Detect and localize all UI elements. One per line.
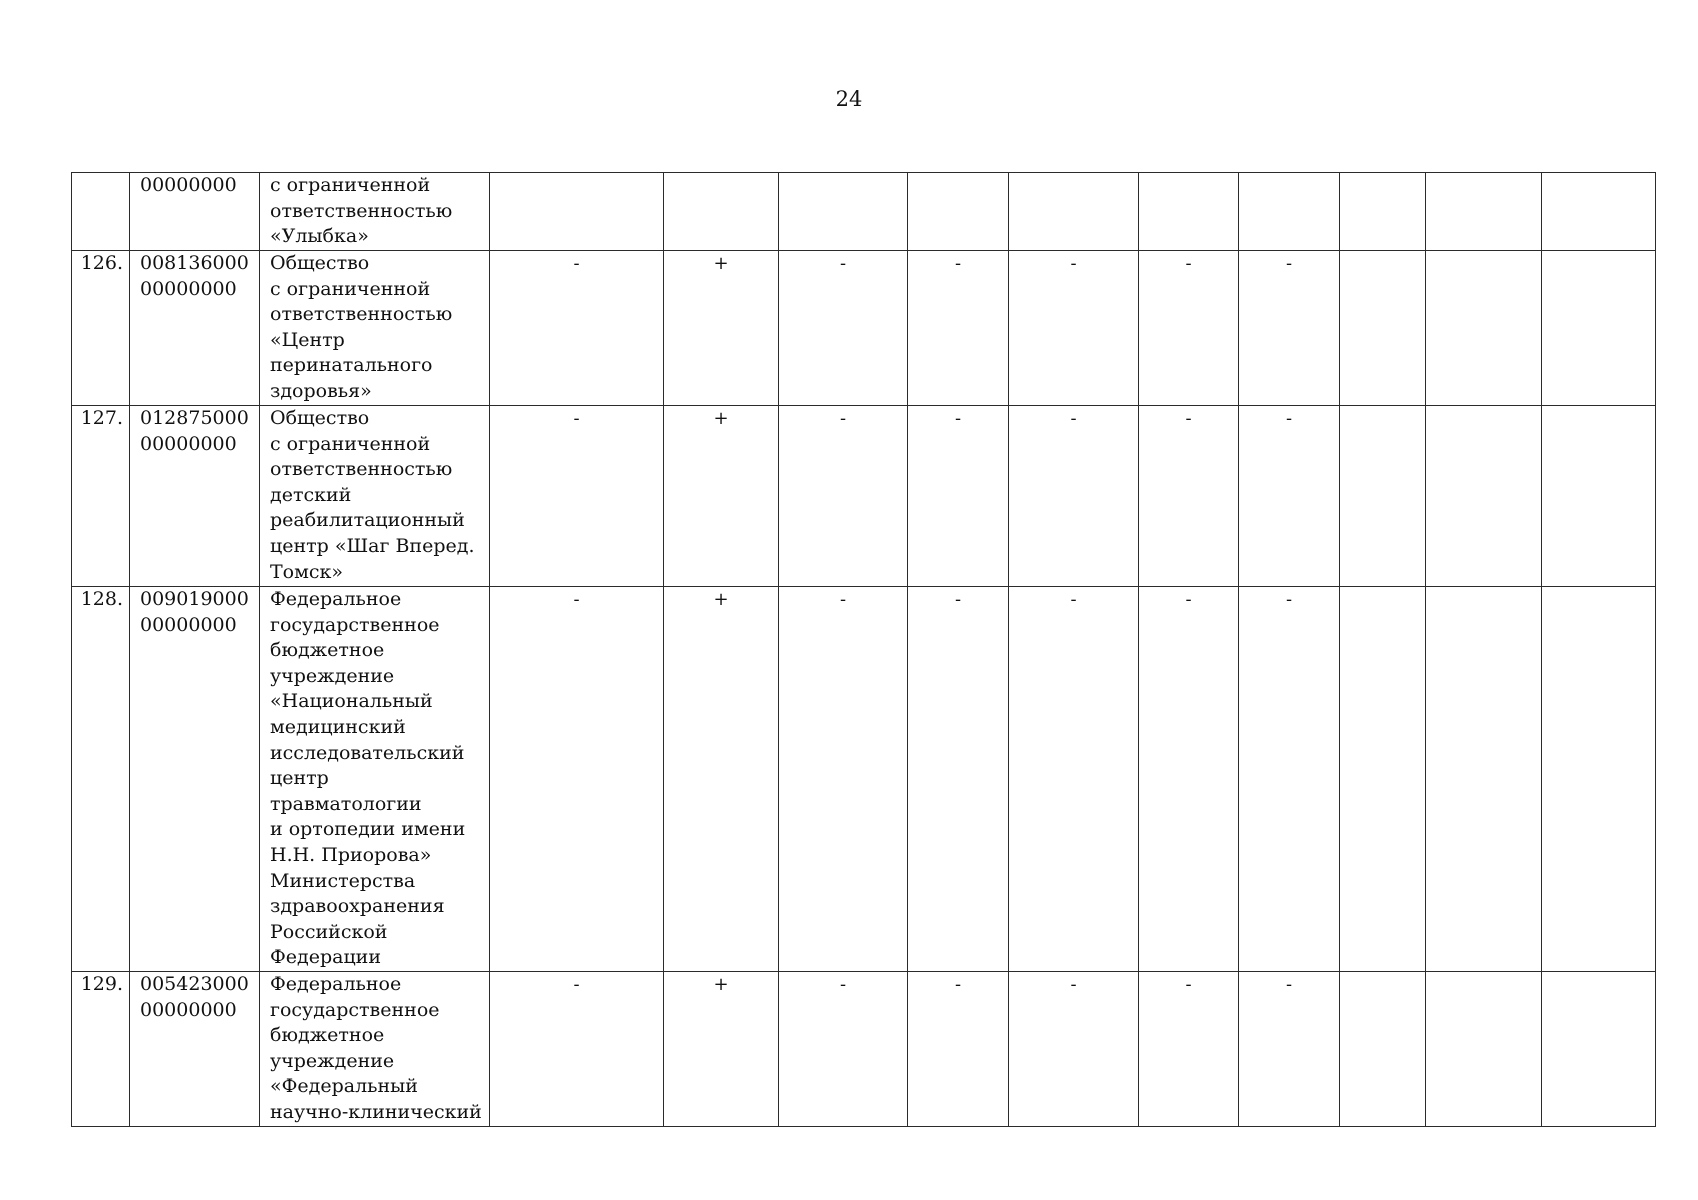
registry-code-cell: 005423000 00000000 — [130, 971, 260, 1126]
mark-cell — [1426, 251, 1542, 406]
mark-cell: + — [664, 406, 779, 587]
mark-cell — [1340, 971, 1426, 1126]
registry-code-cell: 00000000 — [130, 173, 260, 251]
mark-cell: - — [1239, 251, 1340, 406]
mark-cell: - — [908, 971, 1009, 1126]
row-number-cell: 126. — [72, 251, 130, 406]
mark-cell — [1426, 406, 1542, 587]
mark-cell — [1340, 173, 1426, 251]
mark-cell — [1542, 251, 1656, 406]
mark-cell: - — [490, 406, 664, 587]
row-number-cell: 127. — [72, 406, 130, 587]
mark-cell: + — [664, 251, 779, 406]
table-body — [72, 173, 1656, 1127]
mark-cell: - — [1009, 971, 1139, 1126]
mark-cell: - — [490, 251, 664, 406]
mark-cell: - — [1139, 587, 1239, 972]
mark-cell — [1542, 173, 1656, 251]
registry-code-cell: 012875000 00000000 — [130, 406, 260, 587]
page-number: 24 — [835, 87, 863, 111]
mark-cell — [1542, 587, 1656, 972]
mark-cell — [1340, 406, 1426, 587]
mark-cell — [1139, 173, 1239, 251]
registry-code-cell: 008136000 00000000 — [130, 251, 260, 406]
mark-cell: - — [779, 971, 908, 1126]
mark-cell: - — [779, 406, 908, 587]
mark-cell: - — [908, 587, 1009, 972]
mark-cell: - — [1139, 406, 1239, 587]
mark-cell — [1340, 251, 1426, 406]
mark-cell: - — [1239, 406, 1340, 587]
mark-cell — [1009, 173, 1139, 251]
mark-cell — [664, 173, 779, 251]
mark-cell: + — [664, 587, 779, 972]
mark-cell: - — [1239, 587, 1340, 972]
table-row — [72, 251, 1656, 406]
table-row — [72, 173, 1656, 251]
organization-name-cell: Общество с ограниченной ответственностью «Центр перинатального здоровья» — [260, 251, 490, 406]
mark-cell: - — [490, 971, 664, 1126]
mark-cell: - — [779, 587, 908, 972]
mark-cell — [908, 173, 1009, 251]
mark-cell: + — [664, 971, 779, 1126]
row-number-cell: 129. — [72, 971, 130, 1126]
mark-cell — [779, 173, 908, 251]
mark-cell — [1340, 587, 1426, 972]
registry-code-cell: 009019000 00000000 — [130, 587, 260, 972]
mark-cell: - — [1009, 587, 1139, 972]
mark-cell: - — [1139, 251, 1239, 406]
mark-cell: - — [1239, 971, 1340, 1126]
mark-cell — [1426, 587, 1542, 972]
mark-cell: - — [1009, 251, 1139, 406]
mark-cell: - — [908, 251, 1009, 406]
mark-cell: - — [1139, 971, 1239, 1126]
row-number-cell: 128. — [72, 587, 130, 972]
mark-cell — [1426, 173, 1542, 251]
organization-name-cell: Федеральное государственное бюджетное учреждение «Федеральный научно-клинический — [260, 971, 490, 1126]
mark-cell: - — [490, 587, 664, 972]
mark-cell — [490, 173, 664, 251]
mark-cell: - — [908, 406, 1009, 587]
table-row — [72, 406, 1656, 587]
mark-cell: - — [779, 251, 908, 406]
organization-name-cell: Общество с ограниченной ответственностью детский реабилитационный центр «Шаг Вперед. Томск» — [260, 406, 490, 587]
mark-cell: - — [1009, 406, 1139, 587]
mark-cell — [1239, 173, 1340, 251]
registry-table — [71, 172, 1656, 1127]
mark-cell — [1542, 971, 1656, 1126]
mark-cell — [1542, 406, 1656, 587]
mark-cell — [1426, 971, 1542, 1126]
organization-name-cell: с ограниченной ответственностью «Улыбка» — [260, 173, 490, 251]
row-number-cell — [72, 173, 130, 251]
organization-name-cell: Федеральное государственное бюджетное учреждение «Национальный медицинский исследовательский центр травматологии и ортопедии имени Н.Н. Приорова» Министерства здравоохранения Российской Федерации — [260, 587, 490, 972]
table-row — [72, 587, 1656, 972]
table-row — [72, 971, 1656, 1126]
